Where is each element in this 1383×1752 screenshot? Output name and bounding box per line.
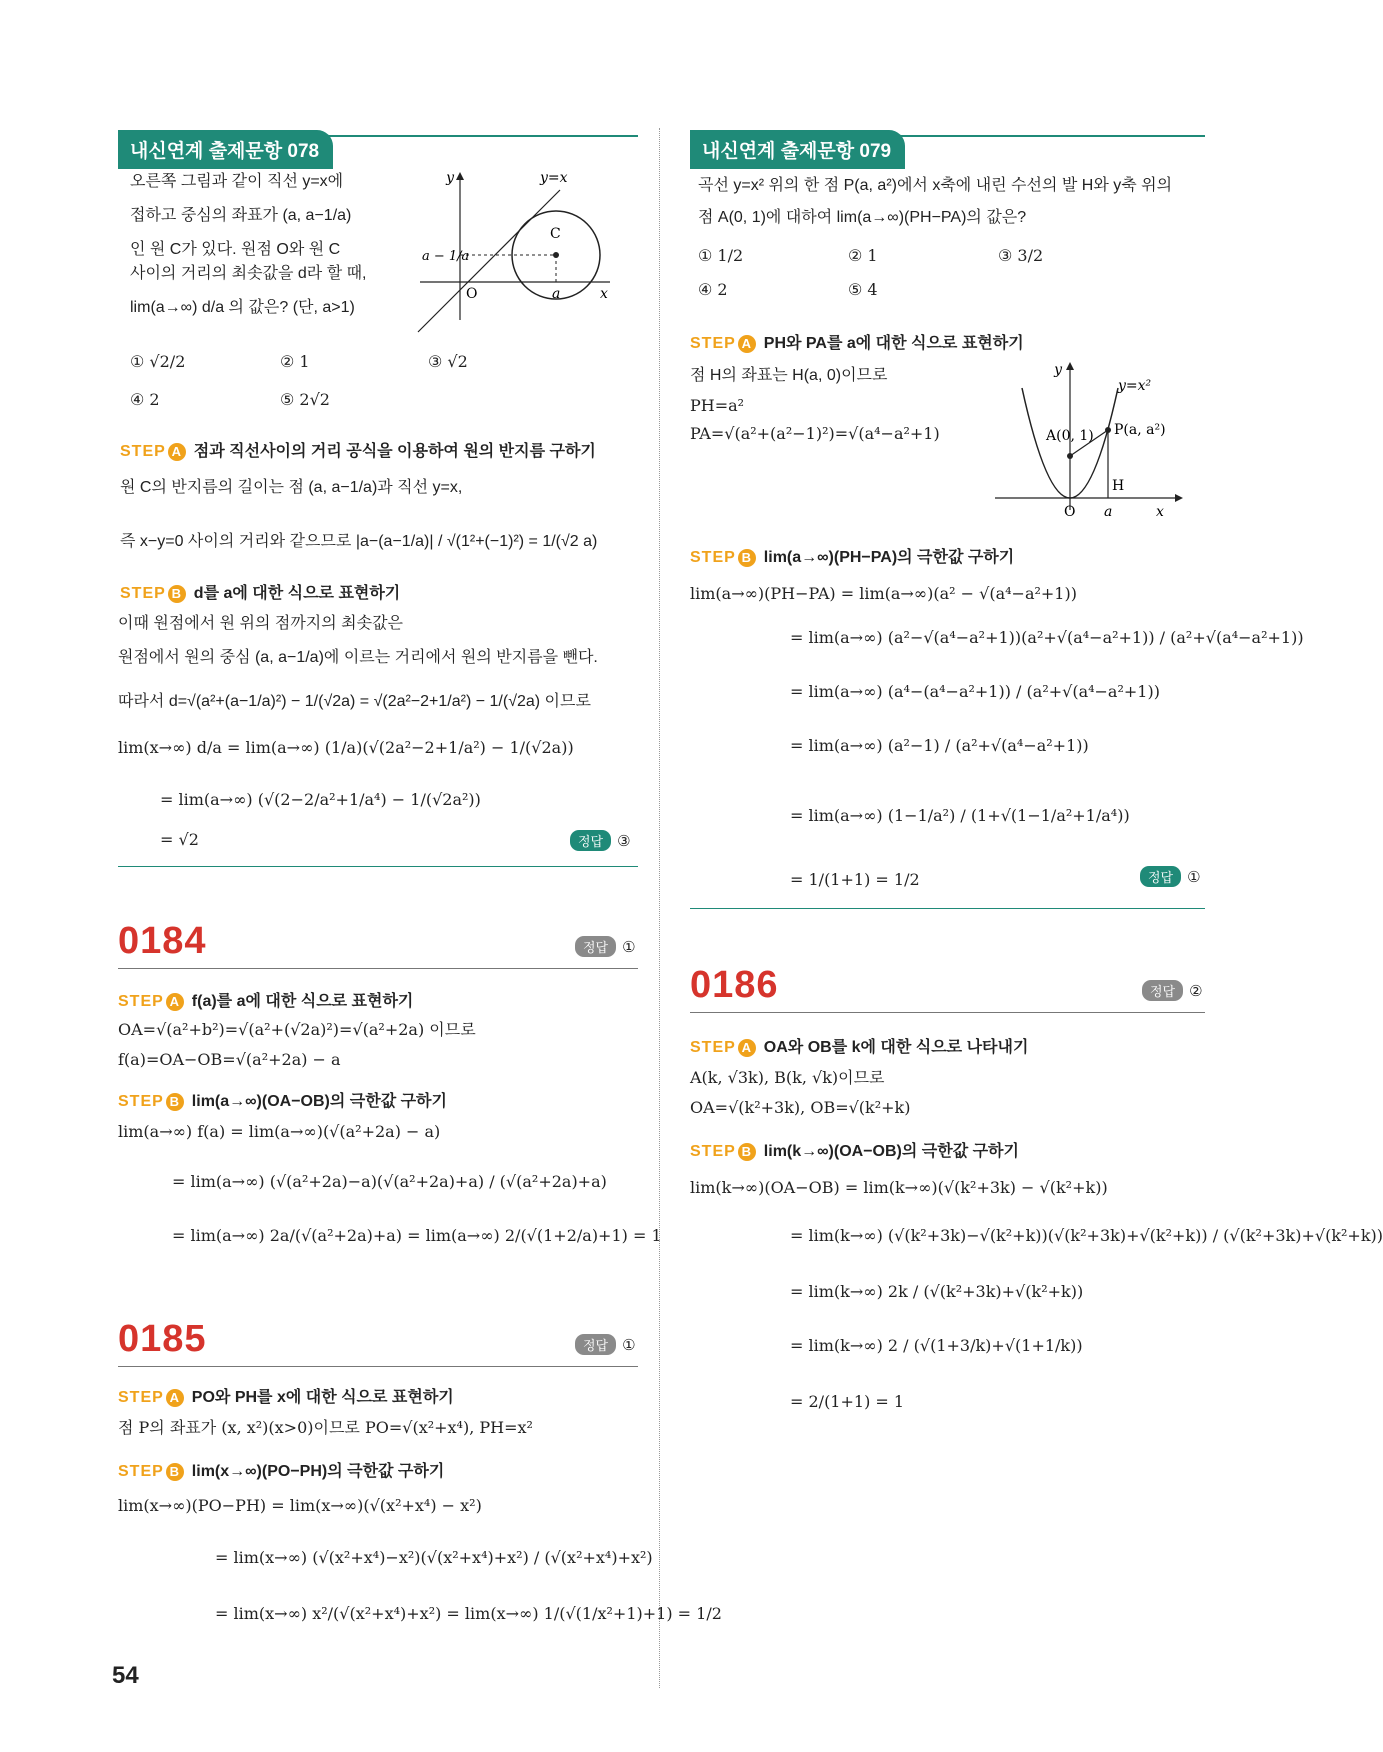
label-curve: y=x² bbox=[1118, 378, 1152, 394]
solution-line: = √2 bbox=[160, 830, 199, 849]
answer-badge: 정답 ② bbox=[1142, 980, 1203, 1001]
solution-line: lim(k→∞)(OA−OB) = lim(k→∞)(√(k²+3k) − √(k²+k)) bbox=[690, 1178, 1108, 1197]
choice: ④ 2 bbox=[130, 390, 160, 409]
solution-line: = lim(x→∞) (√(x²+x⁴)−x²)(√(x²+x⁴)+x²) / (√(x²+x⁴)+x²) bbox=[215, 1548, 653, 1567]
solution-line: PA=√(a²+(a²−1)²)=√(a⁴−a²+1) bbox=[690, 424, 940, 443]
step-a-heading: STEP A PO와 PH를 x에 대한 식으로 표현하기 bbox=[118, 1389, 454, 1406]
problem-number: 0185 bbox=[118, 1318, 207, 1360]
step-b-heading: STEP B lim(a→∞)(PH−PA)의 극한값 구하기 bbox=[690, 549, 1015, 566]
section-rule bbox=[118, 1366, 638, 1367]
solution-line: 원 C의 반지름의 길이는 점 (a, a−1/a)과 직선 y=x, bbox=[120, 479, 463, 496]
solution-line: 점 H의 좌표는 H(a, 0)이므로 bbox=[690, 367, 888, 384]
page-number: 54 bbox=[112, 1662, 139, 1689]
label-c: C bbox=[550, 226, 561, 242]
choice: ④ 2 bbox=[698, 280, 728, 299]
solution-line: = lim(a→∞) (√(2−2/a²+1/a⁴) − 1/(√2a²)) bbox=[160, 790, 481, 809]
solution-line: PH=a² bbox=[690, 396, 745, 415]
solution-line: 이때 원점에서 원 위의 점까지의 최솟값은 bbox=[118, 615, 403, 632]
step-b-heading: STEP B d를 a에 대한 식으로 표현하기 bbox=[120, 585, 401, 602]
answer-badge: 정답 ① bbox=[575, 936, 636, 957]
solution-line: lim(x→∞) d/a = lim(a→∞) (1/a)(√(2a²−2+1/a²) − 1/(√2a)) bbox=[118, 738, 574, 757]
choice: ③ 3/2 bbox=[998, 246, 1044, 265]
solution-line: 점 P의 좌표가 (x, x²)(x>0)이므로 PO=√(x²+x⁴), PH=x² bbox=[118, 1418, 533, 1437]
section-rule bbox=[118, 968, 638, 969]
label-x: x bbox=[600, 286, 608, 302]
x-axis-arrow bbox=[1175, 494, 1183, 502]
solution-line: = lim(a→∞) (1−1/a²) / (1+√(1−1/a²+1/a⁴)) bbox=[790, 806, 1130, 825]
figure-079 bbox=[990, 360, 1190, 520]
answer-badge: 정답 ③ bbox=[570, 830, 631, 851]
label-y-eq-x: y=x bbox=[540, 170, 568, 186]
solution-line: = 2/(1+1) = 1 bbox=[790, 1392, 905, 1411]
answer-badge: 정답 ① bbox=[575, 1334, 636, 1355]
solution-line: A(k, √3k), B(k, √k)이므로 bbox=[690, 1068, 885, 1087]
label-p-point: P(a, a²) bbox=[1114, 422, 1166, 438]
problem-line: 사이의 거리의 최솟값을 d라 할 때, bbox=[130, 265, 367, 282]
label-x: x bbox=[1156, 504, 1164, 520]
label-y-intercept: a − 1/a bbox=[422, 249, 470, 264]
label-y: y bbox=[446, 170, 454, 186]
header-line bbox=[118, 135, 638, 137]
problem-header: 내신연계 출제문항 079 bbox=[690, 130, 905, 169]
solution-line: = 1/(1+1) = 1/2 bbox=[790, 870, 920, 889]
solution-line: = lim(a→∞) (a²−√(a⁴−a²+1))(a²+√(a⁴−a²+1)) / (a²+√(a⁴−a²+1)) bbox=[790, 628, 1304, 647]
solution-line: = lim(k→∞) 2k / (√(k²+3k)+√(k²+k)) bbox=[790, 1282, 1084, 1301]
solution-line: 따라서 d=√(a²+(a−1/a)²) − 1/(√2a) = √(2a²−2+1/a²) − 1/(√2a) 이므로 bbox=[118, 693, 591, 710]
choice: ⑤ 2√2 bbox=[280, 390, 330, 409]
answer-badge: 정답 ① bbox=[1140, 866, 1201, 887]
solution-line: OA=√(k²+3k), OB=√(k²+k) bbox=[690, 1098, 911, 1117]
section-rule bbox=[690, 1012, 1205, 1013]
solution-line: OA=√(a²+b²)=√(a²+(√2a)²)=√(a²+2a) 이므로 bbox=[118, 1020, 476, 1039]
problem-line: 곡선 y=x² 위의 한 점 P(a, a²)에서 x축에 내린 수선의 발 H와 y축 위의 bbox=[698, 177, 1173, 194]
label-y: y bbox=[1054, 362, 1062, 378]
figure-078 bbox=[410, 170, 620, 335]
choice: ③ √2 bbox=[428, 352, 468, 371]
problem-line: 점 A(0, 1)에 대하여 lim(a→∞)(PH−PA)의 값은? bbox=[698, 209, 1027, 226]
problem-line: 접하고 중심의 좌표가 (a, a−1/a) bbox=[130, 207, 352, 224]
header-line bbox=[690, 135, 1205, 137]
column-divider bbox=[659, 128, 660, 1688]
solution-line: lim(a→∞) f(a) = lim(a→∞)(√(a²+2a) − a) bbox=[118, 1122, 441, 1141]
problem-line: lim(a→∞) d/a 의 값은? (단, a>1) bbox=[130, 299, 355, 316]
problem-line: 인 원 C가 있다. 원점 O와 원 C bbox=[130, 241, 341, 258]
solution-line: 즉 x−y=0 사이의 거리와 같으므로 |a−(a−1/a)| / √(1²+(−1)²) = 1/(√2 a) bbox=[120, 533, 598, 550]
problem-line: 오른쪽 그림과 같이 직선 y=x에 bbox=[130, 173, 344, 190]
problem-number: 0184 bbox=[118, 920, 207, 962]
step-b-heading: STEP B lim(x→∞)(PO−PH)의 극한값 구하기 bbox=[118, 1463, 445, 1480]
solution-line: = lim(x→∞) x²/(√(x²+x⁴)+x²) = lim(x→∞) 1/(√(1/x²+1)+1) = 1/2 bbox=[215, 1604, 722, 1623]
y-axis-arrow bbox=[456, 172, 464, 180]
choice: ① √2/2 bbox=[130, 352, 186, 371]
label-o: O bbox=[466, 286, 478, 302]
solution-line: f(a)=OA−OB=√(a²+2a) − a bbox=[118, 1050, 341, 1069]
solution-line: lim(a→∞)(PH−PA) = lim(a→∞)(a² − √(a⁴−a²+1)) bbox=[690, 584, 1077, 603]
step-a-heading: STEP A f(a)를 a에 대한 식으로 표현하기 bbox=[118, 993, 414, 1010]
problem-number: 0186 bbox=[690, 964, 779, 1006]
section-rule bbox=[690, 908, 1205, 909]
problem-header: 내신연계 출제문항 078 bbox=[118, 130, 333, 169]
step-b-heading: STEP B lim(a→∞)(OA−OB)의 극한값 구하기 bbox=[118, 1093, 447, 1110]
choice: ① 1/2 bbox=[698, 246, 744, 265]
solution-line: = lim(a→∞) (a⁴−(a⁴−a²+1)) / (a²+√(a⁴−a²+1)) bbox=[790, 682, 1160, 701]
choice: ② 1 bbox=[848, 246, 878, 265]
step-a-heading: STEP A OA와 OB를 k에 대한 식으로 나타내기 bbox=[690, 1039, 1029, 1056]
section-rule bbox=[118, 866, 638, 867]
solution-line: = lim(k→∞) 2 / (√(1+3/k)+√(1+1/k)) bbox=[790, 1336, 1083, 1355]
solution-line: = lim(a→∞) 2a/(√(a²+2a)+a) = lim(a→∞) 2/(√(1+2/a)+1) = 1 bbox=[172, 1226, 662, 1245]
step-b-heading: STEP B lim(k→∞)(OA−OB)의 극한값 구하기 bbox=[690, 1143, 1019, 1160]
choice: ⑤ 4 bbox=[848, 280, 878, 299]
solution-line: = lim(a→∞) (a²−1) / (a²+√(a⁴−a²+1)) bbox=[790, 736, 1089, 755]
choice: ② 1 bbox=[280, 352, 310, 371]
label-a: a bbox=[552, 286, 561, 302]
y-axis-arrow bbox=[1066, 362, 1074, 370]
label-a-point: A(0, 1) bbox=[1046, 428, 1094, 444]
label-o: O bbox=[1064, 504, 1076, 520]
solution-line: 원점에서 원의 중심 (a, a−1/a)에 이르는 거리에서 원의 반지름을 뺀다. bbox=[118, 649, 598, 666]
label-a: a bbox=[1104, 504, 1113, 520]
solution-line: = lim(k→∞) (√(k²+3k)−√(k²+k))(√(k²+3k)+√(k²+k)) / (√(k²+3k)+√(k²+k)) bbox=[790, 1226, 1383, 1245]
label-h: H bbox=[1112, 478, 1125, 494]
step-a-heading: STEP A 점과 직선사이의 거리 공식을 이용하여 원의 반지름 구하기 bbox=[120, 443, 596, 460]
solution-line: = lim(a→∞) (√(a²+2a)−a)(√(a²+2a)+a) / (√(a²+2a)+a) bbox=[172, 1172, 607, 1191]
step-a-heading: STEP A PH와 PA를 a에 대한 식으로 표현하기 bbox=[690, 335, 1024, 352]
solution-line: lim(x→∞)(PO−PH) = lim(x→∞)(√(x²+x⁴) − x²) bbox=[118, 1496, 482, 1515]
